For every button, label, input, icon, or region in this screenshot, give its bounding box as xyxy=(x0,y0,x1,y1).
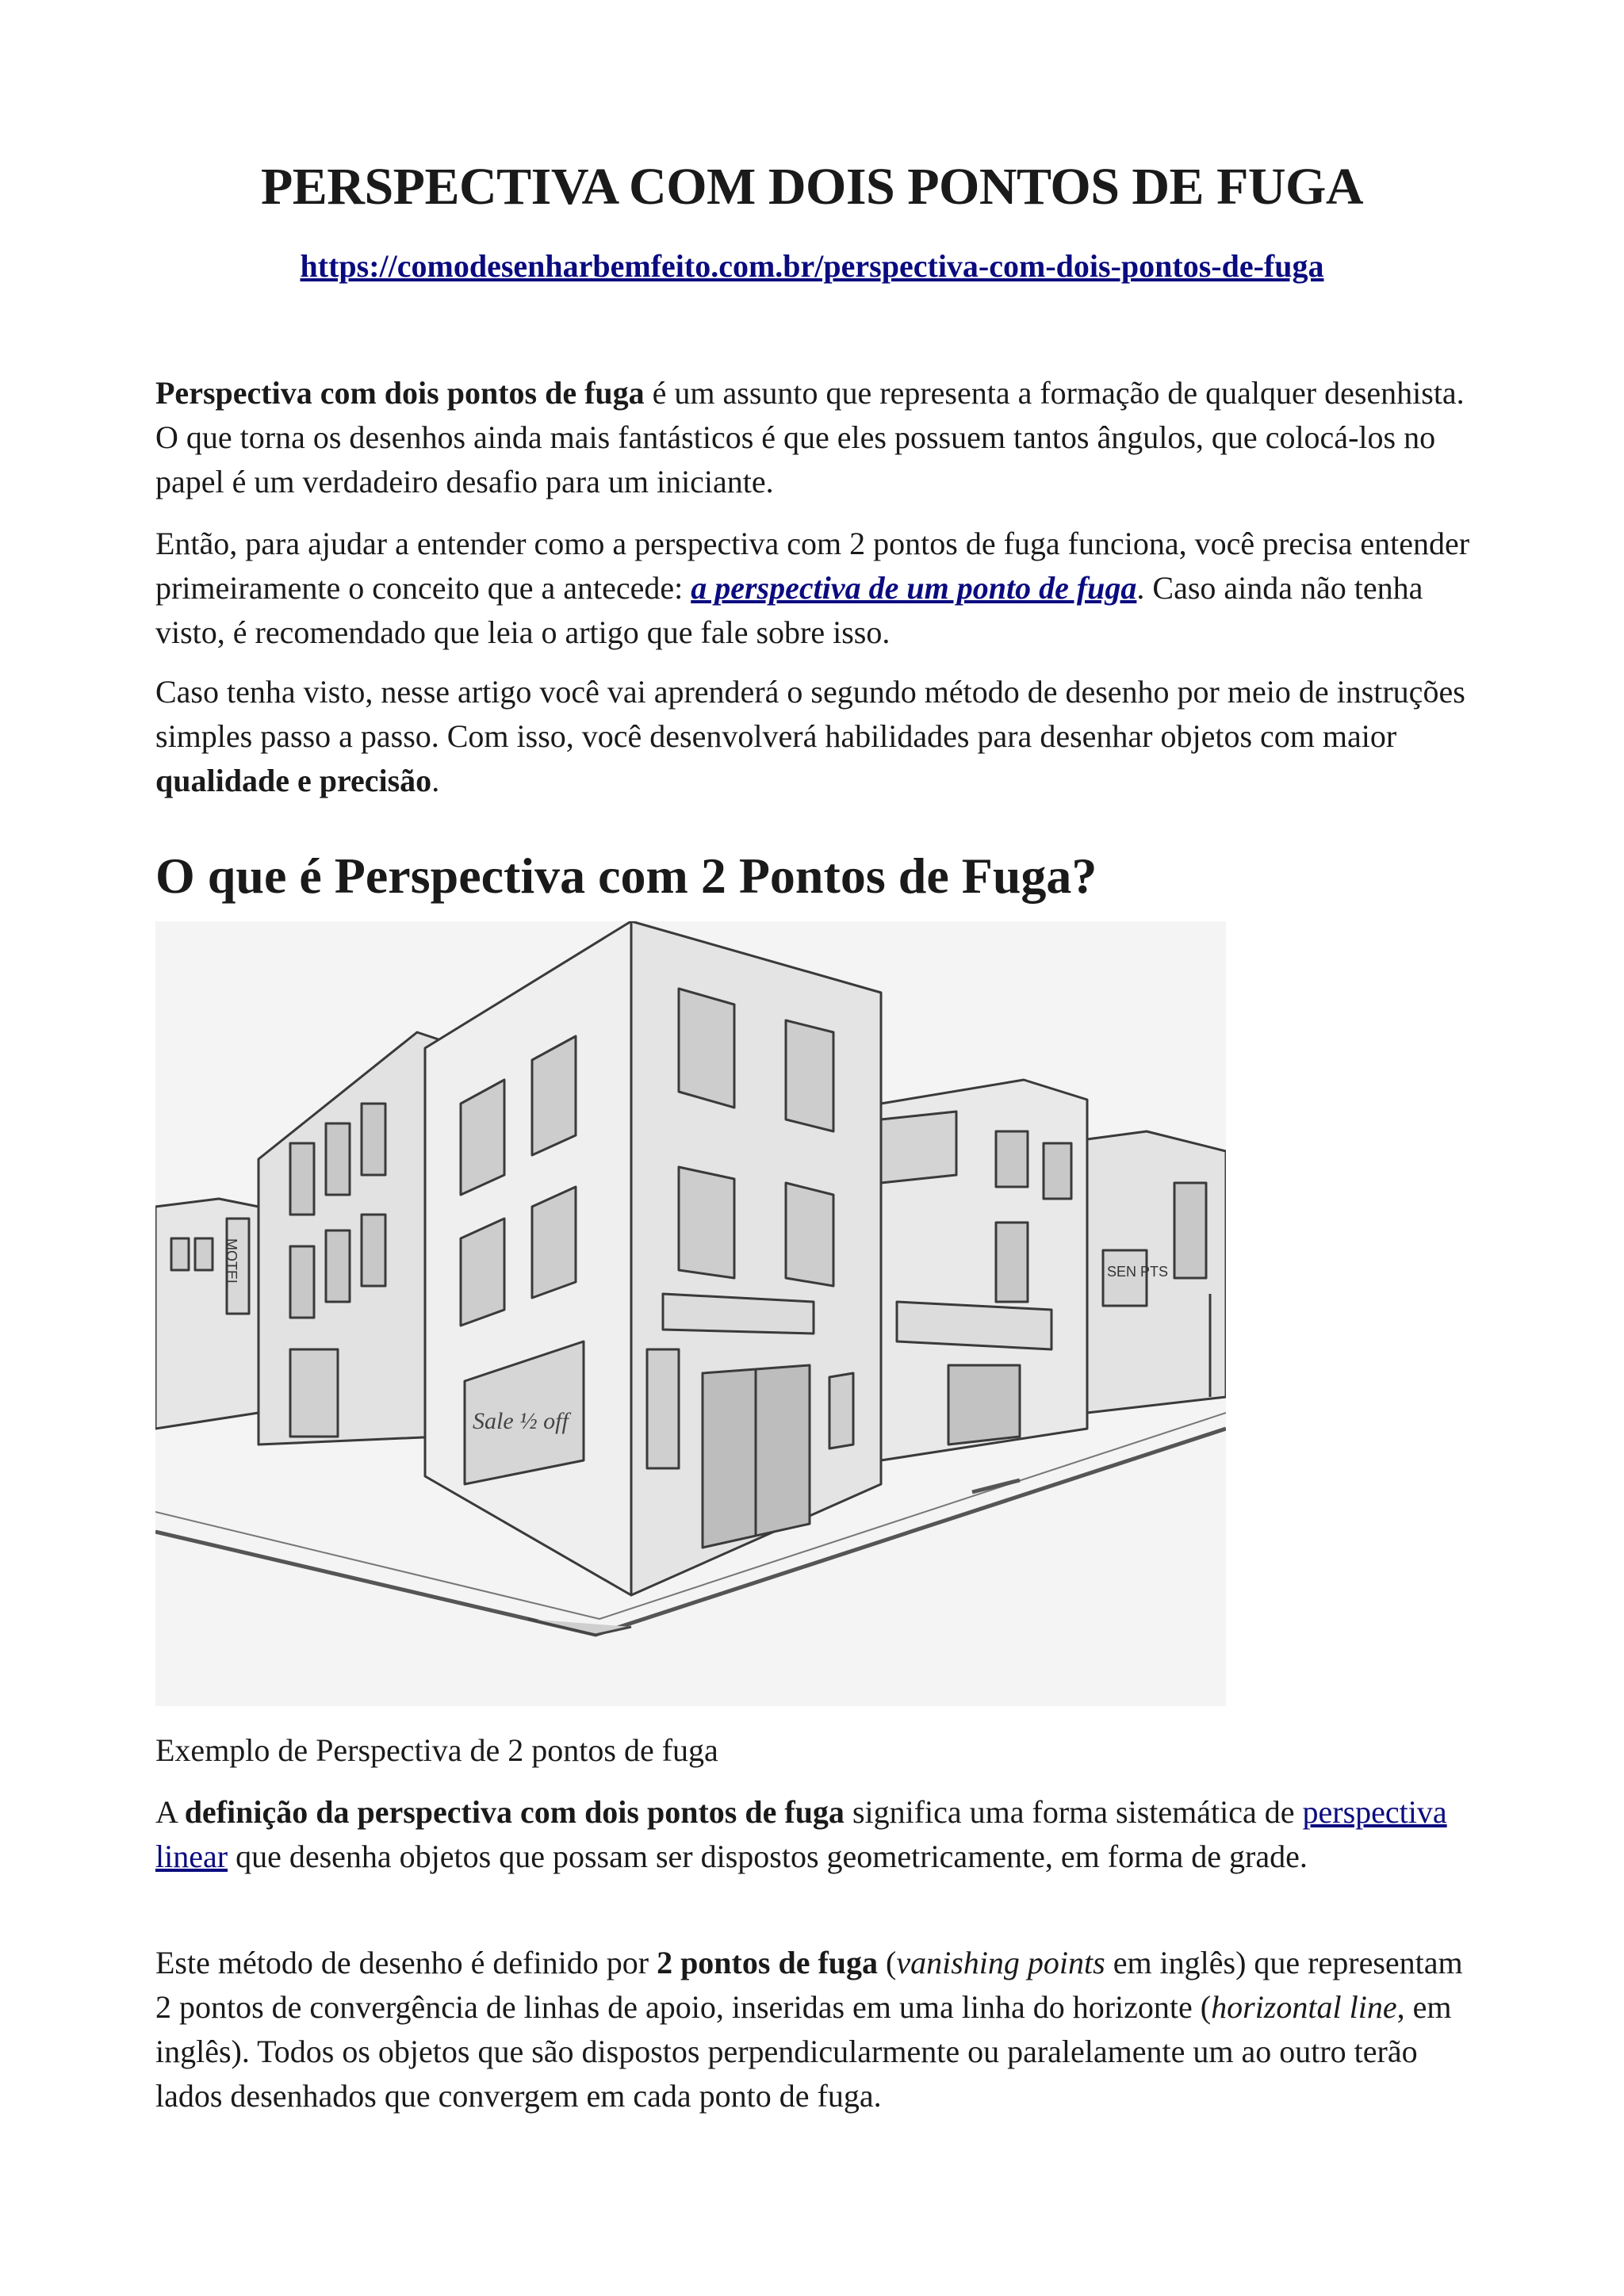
linear-perspective-link[interactable]: perspectiva linear xyxy=(155,1794,1447,1874)
figure-caption xyxy=(155,1728,1472,1773)
definition-bold: definição da perspectiva com dois pontos de fuga xyxy=(184,1794,845,1830)
definition-text-c: que desenha objetos que possam ser dispostos geometricamente, em forma de grade. xyxy=(228,1839,1308,1874)
intro-p3-text: Caso tenha visto, nesse artigo você vai aprenderá o segundo método de desenho por meio de instruções simples passo a passo. Com isso, você desenvolverá habilidades para desenhar objetos com maior xyxy=(155,674,1465,754)
figure-caption-text: Exemplo de Perspectiva de 2 pontos de fuga xyxy=(155,1732,718,1768)
intro-p3-end: . xyxy=(431,763,440,798)
method-text-d: , em inglês). Todos os objetos que são dispostos perpendicularmente ou paralelamente um ao outro terão lados desenhados que convergem em cada ponto de fuga. xyxy=(155,1989,1452,2114)
one-point-perspective-link[interactable]: a perspectiva de um ponto de fuga xyxy=(691,570,1137,606)
method-text-c: em inglês) que representam 2 pontos de convergência de linhas de apoio, inseridas em uma linha do horizonte ( xyxy=(155,1945,1463,2025)
intro-paragraph-1 xyxy=(155,371,1472,504)
section-heading: O que é Perspectiva com 2 Pontos de Fuga? xyxy=(155,848,1097,904)
intro-p2-text-after: . Caso ainda não tenha visto, é recomendado que leia o artigo que fale sobre isso. xyxy=(155,570,1423,650)
method-text-a: Este método de desenho é definido por xyxy=(155,1945,657,1980)
method-paragraph xyxy=(155,1941,1472,2118)
definition-paragraph xyxy=(155,1790,1472,1879)
right-store-sign: SEN PTS xyxy=(1107,1264,1169,1280)
intro-p2-text: Então, para ajudar a entender como a perspectiva com 2 pontos de fuga funciona, você precisa entender primeiramente o conceito que a antecede: xyxy=(155,526,1470,606)
method-text-b: ( xyxy=(878,1945,897,1980)
method-italic-1: vanishing points xyxy=(896,1945,1105,1980)
method-bold: 2 pontos de fuga xyxy=(657,1945,879,1980)
method-italic-2: horizontal line xyxy=(1211,1989,1397,2025)
sale-sign: Sale ½ off xyxy=(473,1408,569,1434)
intro-p1-text: é um assunto que representa a formação de qualquer desenhista. O que torna os desenhos ainda mais fantásticos é que eles possuem tantos ângulos, que colocá-los no papel é um verdadeiro desafio para um iniciante. xyxy=(155,375,1465,499)
intro-bold-term: Perspectiva com dois pontos de fuga xyxy=(155,375,645,411)
motel-sign: MOTEL xyxy=(224,1238,239,1288)
intro-paragraph-3 xyxy=(155,670,1472,803)
source-url-link[interactable]: https://comodesenharbemfeito.com.br/perspectiva-com-dois-pontos-de-fuga xyxy=(300,248,1324,284)
intro-p3-bold: qualidade e precisão xyxy=(155,763,432,798)
definition-text-b: significa uma forma sistemática de xyxy=(844,1794,1303,1830)
two-point-perspective-drawing xyxy=(155,921,1226,1706)
intro-paragraph-2 xyxy=(155,522,1472,655)
definition-text-a: A xyxy=(155,1794,185,1830)
page-title: PERSPECTIVA COM DOIS PONTOS DE FUGA xyxy=(260,158,1364,216)
